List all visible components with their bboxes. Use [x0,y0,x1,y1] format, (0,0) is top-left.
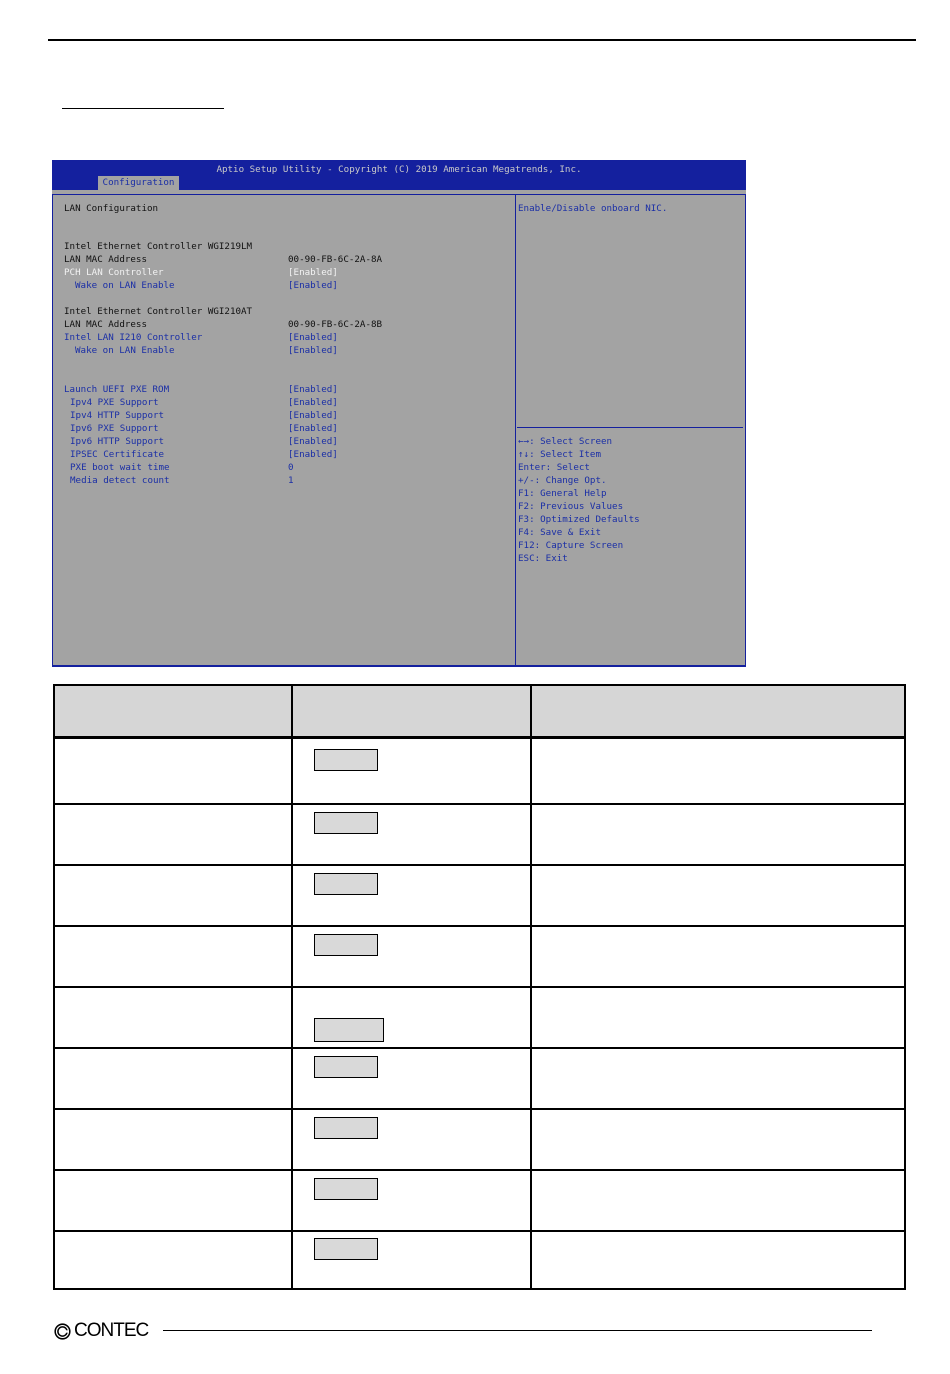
bios-title-bar [52,160,746,190]
pxe-item-label[interactable]: Ipv4 PXE Support [70,397,159,408]
controller2-mac-value: 00-90-FB-6C-2A-8B [288,319,383,330]
option-box [314,1018,384,1042]
row-divider [55,1108,904,1110]
pxe-item-value[interactable]: [Enabled] [288,449,338,460]
option-box [314,812,378,834]
pxe-item-value[interactable]: [Enabled] [288,436,338,447]
controller1-wol-label[interactable]: Wake on LAN Enable [75,280,175,291]
controller1-name: Intel Ethernet Controller WGI219LM [64,241,253,252]
row-divider [55,1047,904,1049]
i210-controller-value[interactable]: [Enabled] [288,332,338,343]
contec-logo [54,1320,148,1342]
pxe-item-label[interactable]: Launch UEFI PXE ROM [64,384,170,395]
controller1-mac-label: LAN MAC Address [64,254,147,265]
section-title: LAN Configuration [64,203,159,214]
logo-text: CONTEC [74,1320,149,1341]
top-rule [48,39,916,41]
row-divider [55,925,904,927]
option-box [314,1238,378,1260]
key-help-item: F4: Save & Exit [518,527,601,538]
pxe-item-label[interactable]: IPSEC Certificate [70,449,165,460]
key-help-item: F12: Capture Screen [518,540,624,551]
pxe-item-label[interactable]: Ipv6 HTTP Support [70,436,165,447]
help-text: Enable/Disable onboard NIC. [518,203,668,214]
pxe-item-label[interactable]: Ipv6 PXE Support [70,423,159,434]
option-box [314,1178,378,1200]
option-box [314,749,378,771]
bios-title: Aptio Setup Utility - Copyright (C) 2019 American Megatrends, Inc. [216,164,582,175]
key-help-item: +/-: Change Opt. [518,475,607,486]
settings-table [53,684,906,1290]
pxe-item-value[interactable]: 0 [288,462,294,473]
pxe-item-value[interactable]: 1 [288,475,294,486]
bios-screen [52,160,746,665]
row-divider [55,803,904,805]
help-panel-divider [517,427,743,428]
pch-lan-controller-value[interactable]: [Enabled] [288,267,338,278]
pxe-item-label[interactable]: Media detect count [70,475,170,486]
option-box [314,934,378,956]
key-help-item: F3: Optimized Defaults [518,514,640,525]
key-help-item: F2: Previous Values [518,501,624,512]
key-help-item: F1: General Help [518,488,607,499]
pxe-item-label[interactable]: Ipv4 HTTP Support [70,410,165,421]
controller2-mac-label: LAN MAC Address [64,319,147,330]
controller1-wol-value[interactable]: [Enabled] [288,280,338,291]
pxe-item-value[interactable]: [Enabled] [288,384,338,395]
controller1-mac-value: 00-90-FB-6C-2A-8A [288,254,383,265]
row-divider [55,864,904,866]
controller2-name: Intel Ethernet Controller WGI210AT [64,306,253,317]
option-box [314,873,378,895]
option-box [314,1117,378,1139]
option-box [314,1056,378,1078]
row-divider [55,986,904,988]
controller2-wol-value[interactable]: [Enabled] [288,345,338,356]
key-help-item: ←→: Select Screen [518,436,613,447]
table-header [55,686,904,739]
pxe-item-label[interactable]: PXE boot wait time [70,462,170,473]
controller2-wol-label[interactable]: Wake on LAN Enable [75,345,175,356]
row-divider [55,1230,904,1232]
row-divider [55,1169,904,1171]
heading-underline [62,108,224,109]
key-help-item: ↑↓: Select Item [518,449,601,460]
pxe-item-value[interactable]: [Enabled] [288,423,338,434]
bios-panel-divider [515,194,516,665]
pch-lan-controller-label[interactable]: PCH LAN Controller [64,267,164,278]
contec-logo-icon [54,1323,71,1340]
key-help-item: ESC: Exit [518,553,568,564]
i210-controller-label[interactable]: Intel LAN I210 Controller [64,332,203,343]
key-help-item: Enter: Select [518,462,590,473]
pxe-item-value[interactable]: [Enabled] [288,397,338,408]
pxe-item-value[interactable]: [Enabled] [288,410,338,421]
tab-configuration[interactable]: Configuration [98,176,179,190]
footer-rule [163,1330,872,1331]
